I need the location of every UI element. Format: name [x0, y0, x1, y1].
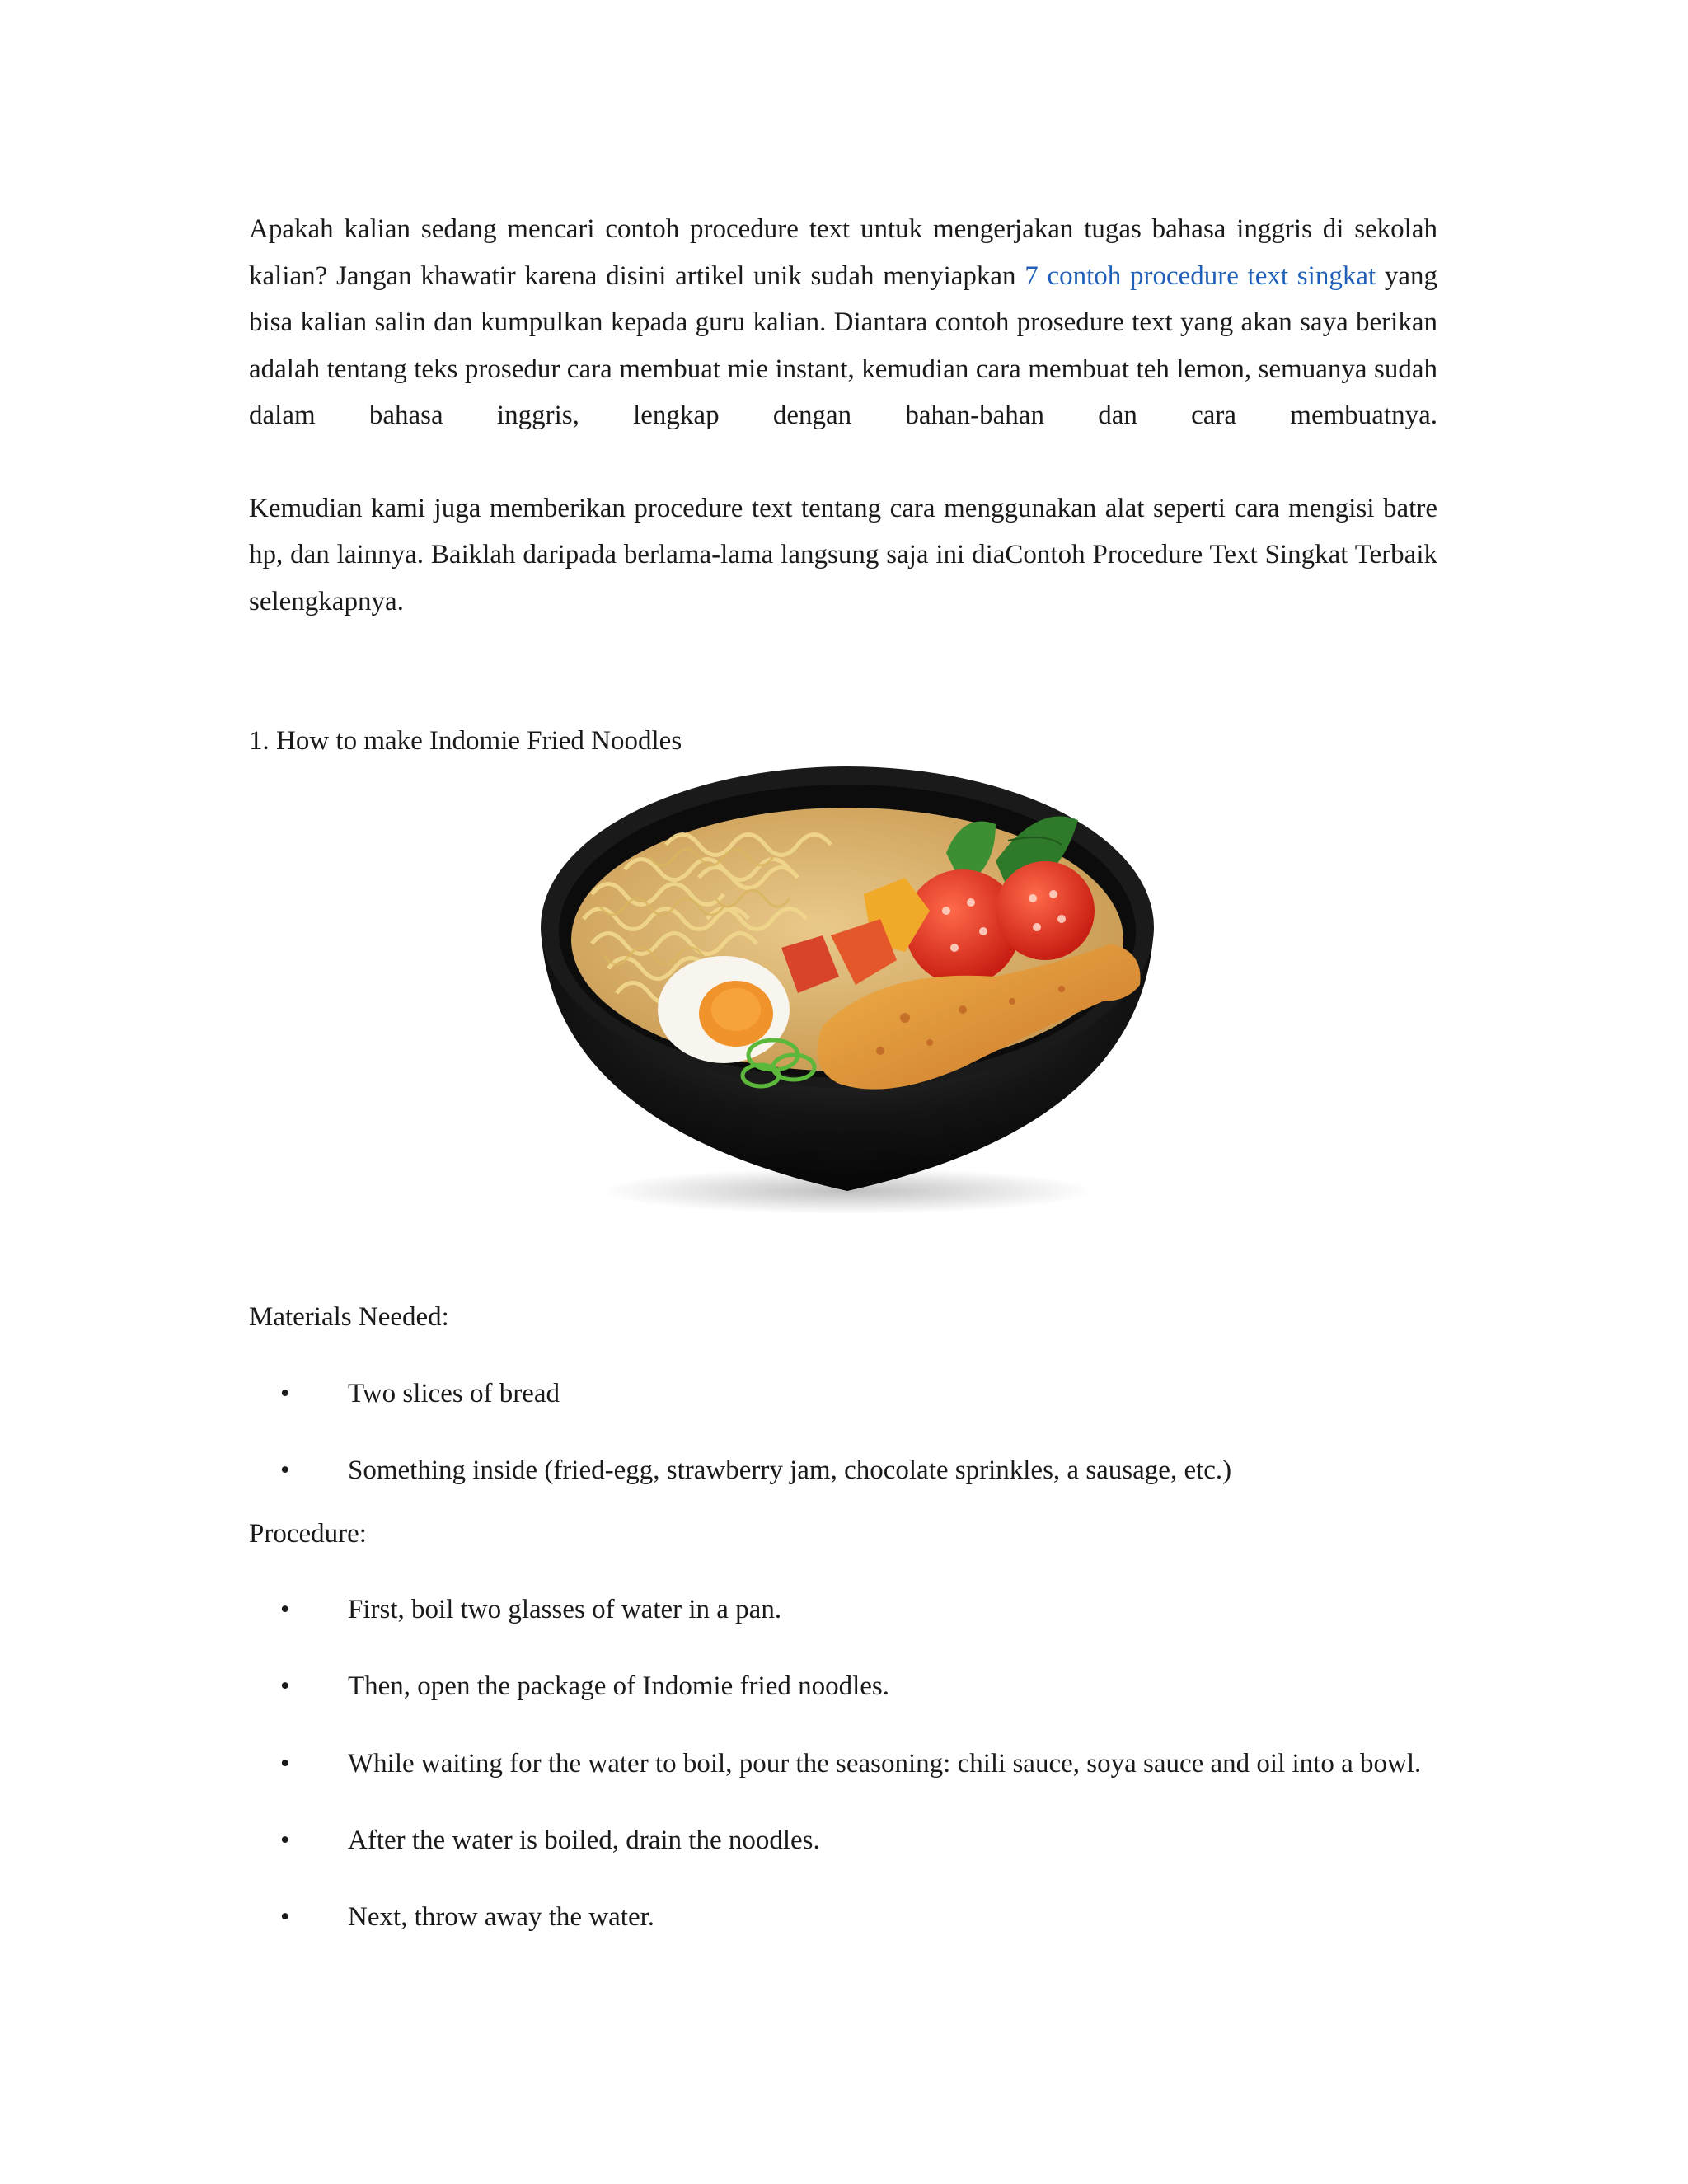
procedure-step: While waiting for the water to boil, pour the seasoning: chili sauce, soya sauce and oil into a bowl. [348, 1749, 1422, 1779]
procedure-step: Next, throw away the water. [348, 1902, 655, 1932]
material-item: Something inside (fried-egg, strawberry jam, chocolate sprinkles, a sausage, etc.) [348, 1455, 1232, 1485]
procedure-label: Procedure: [249, 1519, 367, 1549]
material-item: Two slices of bread [348, 1379, 560, 1408]
bullet-icon: • [280, 1595, 290, 1624]
intro-text-before-link: Apakah kalian sedang mencari contoh procedure text untuk mengerjakan tugas bahasa inggris di sekolah kalian? Jangan khawatir karena disini artikel unik sudah menyiapkan [249, 214, 1437, 291]
materials-label: Materials Needed: [249, 1302, 449, 1332]
procedure-step: First, boil two glasses of water in a pan. [348, 1595, 782, 1624]
bullet-icon: • [280, 1379, 290, 1408]
bullet-icon: • [280, 1825, 290, 1855]
bullet-icon: • [280, 1902, 290, 1932]
intro-text-after-link: yang bisa kalian salin dan kumpulkan kepada guru kalian. Diantara contoh prosedure text yang akan saya berikan adalah tentang teks prosedur cara membuat mie instant, kemudian cara membuat teh lemon, semuanya sudah dalam bahasa inggris, lengkap dengan bahan-bahan dan cara membuatnya. [249, 260, 1437, 430]
bullet-icon: • [280, 1749, 290, 1779]
document-body [249, 206, 1437, 625]
noodle-bowl-image [534, 754, 1160, 1216]
bullet-icon: • [280, 1671, 290, 1701]
procedure-step: Then, open the package of Indomie fried noodles. [348, 1671, 890, 1701]
bullet-icon: • [280, 1455, 290, 1485]
intro-paragraph-1 [249, 206, 1437, 439]
procedure-step: After the water is boiled, drain the noodles. [348, 1825, 820, 1855]
article-link[interactable]: 7 contoh procedure text singkat [1025, 260, 1385, 291]
recipe-heading: 1. How to make Indomie Fried Noodles [249, 726, 682, 756]
intro-paragraph-2: Kemudian kami juga memberikan procedure text tentang cara menggunakan alat seperti cara mengisi batre hp, dan lainnya. Baiklah daripada berlama-lama langsung saja ini diaContoh Procedure Text Singkat Terbaik selengkapnya. [249, 493, 1437, 616]
